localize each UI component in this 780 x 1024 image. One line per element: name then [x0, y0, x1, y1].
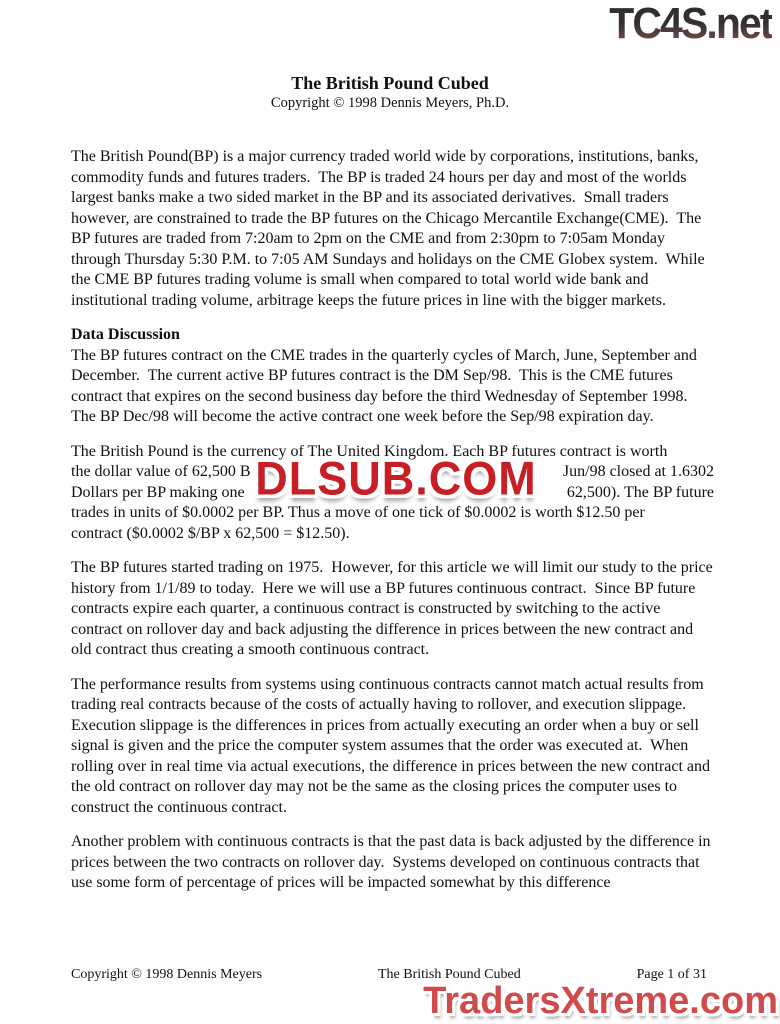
- paragraph-back-adjusted: Another problem with continuous contracts is that the past data is back adjusted by the difference in prices between the two contracts on rollover day. Systems developed on continuous contracts that use some form of percentage of prices will be impacted somewhat by this difference: [71, 833, 715, 891]
- copyright-subtitle: Copyright © 1998 Dennis Meyers, Ph.D.: [270, 95, 510, 111]
- paragraph-performance-results: The performance results from systems using continuous contracts cannot match actual results from trading real contracts because of the costs of actually having to rollover, and execution slippage. Execution slippage is the differences in prices from actually executing an order when a buy or sell signal is given and the price the computer system assumes that the order was executed at. When rolling over in real time via actual executions, the difference in prices between the new contract and the old contract on rollover day may not be the same as the closing prices the computer uses to construct the continuous contract.: [71, 675, 714, 816]
- paragraph-intro: The British Pound(BP) is a major currency traded world wide by corporations, institutions, banks, commodity funds and futures traders. The BP is traded 24 hours per day and most of the worlds largest banks make a two sided market in the BP and its associated derivatives. Small traders however, are constrained to trade the BP futures on the Chicago Mercantile Exchange(CME). The BP futures are traded from 7:20am to 2pm on the CME and from 2:30pm to 7:05am Monday through Thursday 5:30 P.M. to 7:05 AM Sundays and holidays on the CME Globex system. While the CME BP futures trading volume is small when compared to total world wide bank and institutional trading volume, arbitrage keeps the future prices in line with the bigger markets.: [71, 148, 709, 309]
- text-line: The British Pound is the currency of The United Kingdom. Each BP futures contract is worth: [71, 442, 668, 460]
- text-line: trades in units of $0.0002 per BP. Thus a move of one tick of $0.0002 is worth $12.50 per: [71, 504, 645, 521]
- footer-page-number: Page 1 of 31: [636, 967, 707, 982]
- dlsub-watermark: DLSUB.COM: [255, 450, 537, 505]
- document-body: [71, 147, 717, 894]
- text-line: contract ($0.0002 $/BP x 62,500 = $12.50).: [71, 524, 350, 542]
- section-heading-data-discussion: Data Discussion: [71, 326, 180, 343]
- footer-document-title: The British Pound Cubed: [377, 967, 521, 982]
- paragraph-data-discussion: The BP futures contract on the CME trades in the quarterly cycles of March, June, September and December. The current active BP futures contract is the DM Sep/98. This is the CME futures contract that expires on the second business day before the third Wednesday of September 1998. The BP Dec/98 will become the active contract one week before the Sep/98 expiration day.: [71, 346, 701, 425]
- text-fragment-left: the dollar value of 62,500 B: [71, 463, 251, 480]
- text-fragment-left: Dollars per BP making one: [71, 483, 245, 501]
- paragraph-contract-value: [71, 442, 714, 545]
- text-fragment-right: Jun/98 closed at 1.6302: [562, 463, 714, 480]
- tradersxtreme-watermark: TradersXtreme.com: [423, 980, 778, 1022]
- tc4s-logo: TC4S.net: [609, 0, 772, 48]
- page-title: The British Pound Cubed: [291, 73, 489, 93]
- text-fragment-right: 62,500). The BP future: [566, 483, 714, 501]
- paragraph-continuous-contract: The BP futures started trading on 1975. However, for this article we will limit our study to the price history from 1/1/89 to today. Here we will use a BP futures continuous contract. Since BP future contracts expire each quarter, a continuous contract is constructed by switching to the active contract on rollover day and back adjusting the difference in prices between the new contract and old contract thus creating a smooth continuous contract.: [71, 559, 717, 658]
- footer-copyright: Copyright © 1998 Dennis Meyers: [71, 967, 263, 982]
- document-header: [0, 72, 780, 112]
